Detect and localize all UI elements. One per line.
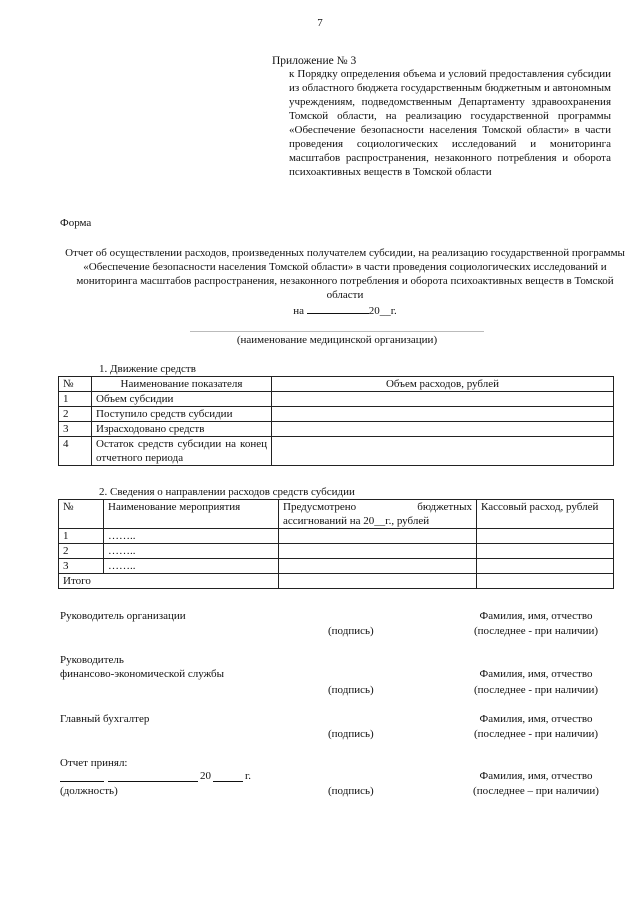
- row-name: Израсходовано средств: [92, 422, 272, 437]
- total-planned: [279, 574, 477, 589]
- row-name: Объем субсидии: [92, 392, 272, 407]
- report-date-year: 20__г.: [368, 305, 397, 317]
- row-value: [272, 407, 614, 422]
- row-cash: [477, 559, 614, 574]
- total-label: Итого: [59, 574, 279, 589]
- row-value: [272, 392, 614, 407]
- header-activity: Наименование мероприятия: [104, 500, 279, 529]
- table-row: [59, 437, 614, 466]
- header-planned: Предусмотрено бюджетных ассигнований на 20__г., рублей: [279, 500, 477, 529]
- table-header-row: [59, 500, 614, 529]
- row-name: Остаток средств субсидии на конец отчетного периода: [92, 437, 272, 466]
- accepted-position-blank: [60, 770, 104, 782]
- header-num: №: [59, 377, 92, 392]
- row-planned: [279, 529, 477, 544]
- expense-directions-table: [58, 499, 614, 589]
- appendix-title: Приложение № 3: [272, 55, 357, 67]
- row-num: 3: [59, 422, 92, 437]
- row-planned: [279, 544, 477, 559]
- report-date-blank: [307, 302, 369, 314]
- accepted-sign-caption: (подпись): [328, 785, 374, 797]
- head-fio-note: (последнее - при наличии): [473, 625, 599, 637]
- finance-role-line2: финансово-экономической службы: [60, 668, 225, 680]
- report-date-prefix: на: [293, 305, 304, 317]
- header-cash-expense: Кассовый расход, рублей: [477, 500, 614, 529]
- accepted-name-blank: [108, 770, 198, 782]
- table-row: [59, 392, 614, 407]
- accountant-fio-note: (последнее - при наличии): [473, 728, 599, 740]
- appendix-text: к Порядку определения объема и условий предоставления субсидии из областного бюджета государственным бюджетным и автономным учреждениям, подведомственным Департаменту здравоохранения Томской области, на реализацию государственной программы «Обеспечение безопасности населения Томской области» в части проведения социологических исследований и мониторинга масштабов распространения, незаконного потребления и оборота психоактивных веществ в Томской области: [289, 68, 611, 178]
- table-row: [59, 529, 614, 544]
- table-row: [59, 407, 614, 422]
- row-name: ……..: [104, 559, 279, 574]
- report-date-line: [58, 302, 632, 318]
- header-expense-volume: Объем расходов, рублей: [272, 377, 614, 392]
- header-indicator: Наименование показателя: [92, 377, 272, 392]
- row-value: [272, 422, 614, 437]
- row-num: 1: [59, 392, 92, 407]
- row-cash: [477, 529, 614, 544]
- table-row: [59, 559, 614, 574]
- accepted-role: Отчет принял:: [60, 757, 128, 769]
- accepted-position-caption: (должность): [60, 785, 118, 797]
- finance-sign-caption: (подпись): [328, 684, 374, 696]
- table-row: [59, 544, 614, 559]
- section1-title: 1. Движение средств: [99, 363, 196, 375]
- row-value: [272, 437, 614, 466]
- funds-movement-table: [58, 376, 614, 466]
- table-header-row: [59, 377, 614, 392]
- row-num: 4: [59, 437, 92, 466]
- accepted-year: 20: [200, 770, 211, 782]
- accepted-fio-note: (последнее – при наличии): [473, 785, 599, 797]
- row-planned: [279, 559, 477, 574]
- row-num: 2: [59, 407, 92, 422]
- table-total-row: [59, 574, 614, 589]
- row-name: ……..: [104, 529, 279, 544]
- section2-title: 2. Сведения о направлении расходов средств субсидии: [99, 486, 355, 498]
- accountant-sign-caption: (подпись): [328, 728, 374, 740]
- row-num: 2: [59, 544, 104, 559]
- finance-fio-note: (последнее - при наличии): [473, 684, 599, 696]
- accepted-year-suffix: г.: [245, 770, 252, 782]
- total-cash: [477, 574, 614, 589]
- head-sign-caption: (подпись): [328, 625, 374, 637]
- report-title: [58, 246, 632, 318]
- row-num: 1: [59, 529, 104, 544]
- row-cash: [477, 544, 614, 559]
- row-name: Поступило средств субсидии: [92, 407, 272, 422]
- accountant-fio: Фамилия, имя, отчество: [479, 713, 593, 725]
- org-name-caption: (наименование медицинской организации): [236, 334, 438, 346]
- form-label: Форма: [60, 217, 92, 229]
- table-row: [59, 422, 614, 437]
- row-name: ……..: [104, 544, 279, 559]
- accepted-fio: Фамилия, имя, отчество: [479, 770, 593, 782]
- head-fio: Фамилия, имя, отчество: [479, 610, 593, 622]
- finance-role-line1: Руководитель: [60, 654, 124, 666]
- head-role: Руководитель организации: [60, 610, 186, 622]
- row-num: 3: [59, 559, 104, 574]
- header-num: №: [59, 500, 104, 529]
- page-number: 7: [317, 17, 323, 29]
- accountant-role: Главный бухгалтер: [60, 713, 150, 725]
- accepted-year-blank: [213, 770, 243, 782]
- org-name-line: [190, 331, 484, 332]
- report-title-text: Отчет об осуществлении расходов, произведенных получателем субсидии, на реализацию государственной программы «Обеспечение безопасности населения Томской области» в части проведения социологических исследований и мониторинга масштабов распространения, незаконного потребления и оборота психоактивных веществ в Томской области: [65, 247, 625, 301]
- finance-fio: Фамилия, имя, отчество: [479, 668, 593, 680]
